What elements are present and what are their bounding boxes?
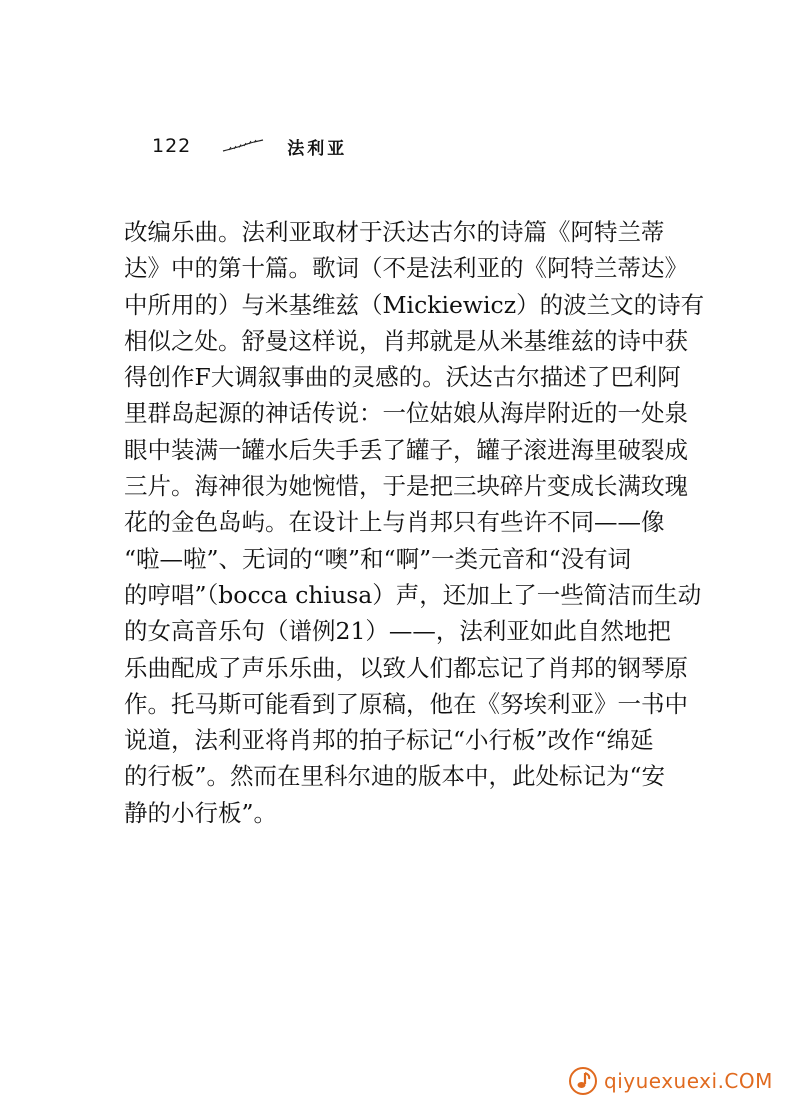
text-line: 得创作F大调叙事曲的灵感的。沃达古尔描述了巴利阿 <box>124 363 681 392</box>
text-line: “啦—啦”、无词的“噢”和“啊”一类元音和“没有词 <box>124 544 632 573</box>
music-note-logo-icon <box>568 1066 598 1096</box>
quill-flourish-icon <box>221 139 265 153</box>
text-line: 眼中装满一罐水后失手丢了罐子，罐子滚进海里破裂成 <box>124 435 688 464</box>
text-line: 改编乐曲。法利亚取材于沃达古尔的诗篇《阿特兰蒂 <box>124 218 665 246</box>
text-line: 相似之处。舒曼这样说，肖邦就是从米基维兹的诗中获 <box>124 326 688 355</box>
text-line: 的行板”。然而在里科尔迪的版本中，此处标记为“安 <box>124 762 666 791</box>
watermark <box>568 1066 773 1096</box>
page-header <box>152 132 347 160</box>
text-line: 作。托马斯可能看到了原稿，他在《努埃利亚》一书中 <box>124 689 688 718</box>
text-line: 乐曲配成了声乐乐曲，以致人们都忘记了肖邦的钢琴原 <box>124 653 688 682</box>
running-title: 法利亚 <box>287 138 348 159</box>
text-line: 中所用的）与米基维兹（Mickiewicz）的波兰文的诗有 <box>124 290 705 319</box>
text-line: 里群岛起源的神话传说：一位姑娘从海岸附近的一处泉 <box>124 399 688 428</box>
text-line: 达》中的第十篇。歌词（不是法利亚的《阿特兰蒂达》 <box>124 254 688 283</box>
text-line: 的女高音乐句（谱例21）——，法利亚如此自然地把 <box>124 617 671 646</box>
text-line: 三片。海神很为她惋惜，于是把三块碎片变成长满玫瑰 <box>124 472 688 501</box>
text-line: 花的金色岛屿。在设计上与肖邦只有些许不同——像 <box>124 508 665 537</box>
text-line: 说道，法利亚将肖邦的拍子标记“小行板”改作“绵延 <box>124 726 654 755</box>
text-line: 的哼唱”（bocca chiusa）声，还加上了一些简洁而生动 <box>124 580 702 609</box>
watermark-text: qiyuexuexi.COM <box>604 1069 773 1093</box>
text-line: 静的小行板”。 <box>124 798 278 827</box>
body-text <box>124 214 705 831</box>
page-number: 122 <box>152 135 192 157</box>
